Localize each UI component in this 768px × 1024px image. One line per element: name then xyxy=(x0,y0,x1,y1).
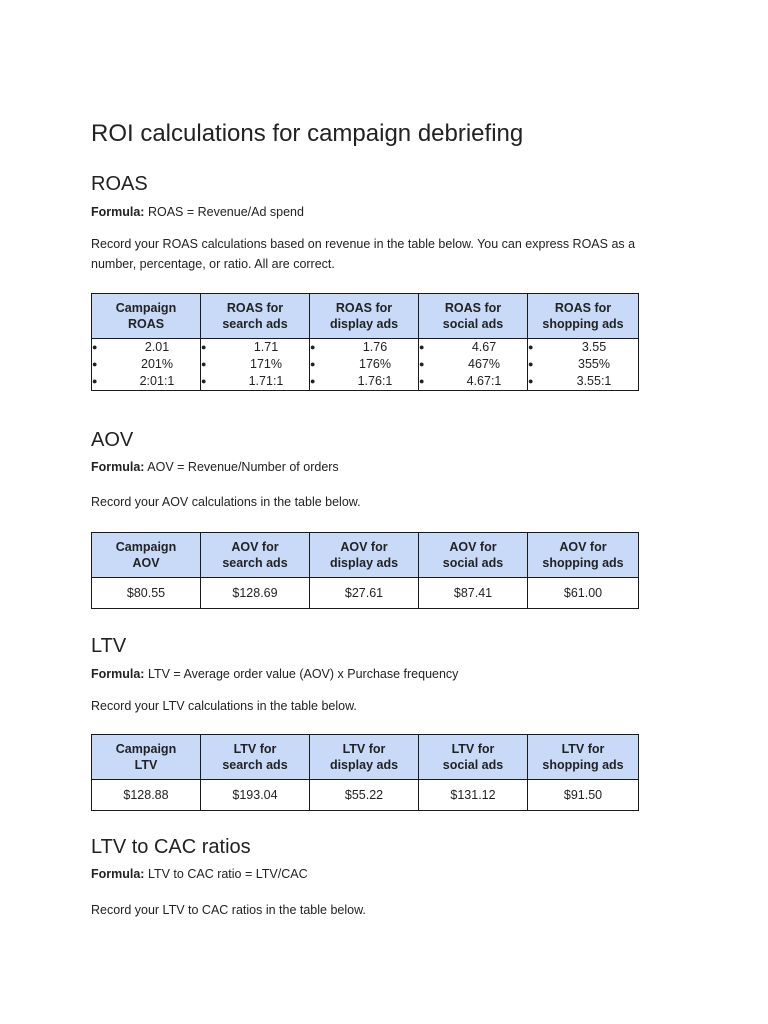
ltv-header-social xyxy=(419,735,528,780)
list-item: ● 3.55:1 xyxy=(528,373,638,390)
roas-header-display xyxy=(310,294,419,339)
header-line: LTV for xyxy=(342,742,386,756)
header-line: social ads xyxy=(442,317,504,331)
list-item: ● 4.67:1 xyxy=(419,373,527,390)
ltv-table xyxy=(91,734,639,811)
roas-cell-search xyxy=(201,339,310,391)
list-item: ● 3.55 xyxy=(528,339,638,356)
list-item: ● 201% xyxy=(92,356,200,373)
roas-formula xyxy=(91,204,691,220)
ltv-cac-formula xyxy=(91,866,691,882)
ltv-formula-label: Formula: xyxy=(91,667,145,681)
header-line: ROAS for xyxy=(226,301,284,315)
ltv-cell-search: $193.04 xyxy=(201,780,310,811)
header-line: AOV for xyxy=(449,540,497,554)
list-item: ● 171% xyxy=(201,356,309,373)
aov-cell-social: $87.41 xyxy=(419,578,528,609)
roas-formula-text: ROAS = Revenue/Ad spend xyxy=(144,205,304,219)
roas-cell-social xyxy=(419,339,528,391)
header-line: search ads xyxy=(222,317,288,331)
header-line: shopping ads xyxy=(542,758,624,772)
header-line: search ads xyxy=(222,758,288,772)
aov-value-row xyxy=(92,578,639,609)
header-line: LTV xyxy=(134,758,158,772)
header-line: ROAS for xyxy=(444,301,502,315)
header-line: social ads xyxy=(442,758,504,772)
list-item: ● 1.76 xyxy=(310,339,418,356)
aov-formula-label: Formula: xyxy=(91,460,145,474)
aov-header-display xyxy=(310,533,419,578)
header-line: AOV xyxy=(132,556,160,570)
aov-header-campaign xyxy=(92,533,201,578)
header-line: LTV for xyxy=(233,742,277,756)
ltv-cac-heading: LTV to CAC ratios xyxy=(91,836,251,858)
ltv-cac-formula-label: Formula: xyxy=(91,867,145,881)
aov-header-search xyxy=(201,533,310,578)
header-line: LTV for xyxy=(561,742,605,756)
ltv-instruction: Record your LTV calculations in the table below. xyxy=(91,699,357,713)
page-title: ROI calculations for campaign debriefing xyxy=(91,120,524,147)
list-item: ● 467% xyxy=(419,356,527,373)
ltv-header-shopping xyxy=(528,735,639,780)
aov-header-social xyxy=(419,533,528,578)
list-item: ● 1.71:1 xyxy=(201,373,309,390)
roas-header-campaign xyxy=(92,294,201,339)
list-item: ● 2:01:1 xyxy=(92,373,200,390)
header-line: shopping ads xyxy=(542,556,624,570)
bullet-list xyxy=(92,339,200,390)
ltv-cell-display: $55.22 xyxy=(310,780,419,811)
roas-section xyxy=(91,172,691,196)
roas-header-row xyxy=(92,294,639,339)
roas-instruction: Record your ROAS calculations based on revenue in the table below. You can express ROAS as a number, percentage, or ratio. All are correct. xyxy=(91,237,636,271)
ltv-header-search xyxy=(201,735,310,780)
header-line: ROAS for xyxy=(554,301,612,315)
header-line: search ads xyxy=(222,556,288,570)
header-line: AOV for xyxy=(340,540,388,554)
header-line: Campaign xyxy=(115,540,177,554)
roas-cell-campaign xyxy=(92,339,201,391)
bullet-list xyxy=(419,339,527,390)
header-line: display ads xyxy=(329,556,399,570)
bullet-list xyxy=(310,339,418,390)
header-line: AOV for xyxy=(559,540,607,554)
list-item: ● 4.67 xyxy=(419,339,527,356)
roas-cell-display xyxy=(310,339,419,391)
roas-table xyxy=(91,293,639,391)
aov-section xyxy=(91,428,691,452)
header-line: Campaign xyxy=(115,301,177,315)
ltv-formula xyxy=(91,666,691,682)
header-line: LTV for xyxy=(451,742,495,756)
ltv-cell-shopping: $91.50 xyxy=(528,780,639,811)
header-line: display ads xyxy=(329,317,399,331)
aov-table xyxy=(91,532,639,609)
ltv-cac-formula-text: LTV to CAC ratio = LTV/CAC xyxy=(144,867,308,881)
ltv-header-row xyxy=(92,735,639,780)
list-item: ● 176% xyxy=(310,356,418,373)
header-line: shopping ads xyxy=(542,317,624,331)
header-line: ROAS for xyxy=(335,301,393,315)
ltv-heading: LTV xyxy=(91,635,127,657)
roas-header-social xyxy=(419,294,528,339)
ltv-cell-campaign: $128.88 xyxy=(92,780,201,811)
ltv-cac-section xyxy=(91,835,691,859)
header-line: AOV for xyxy=(231,540,279,554)
roas-formula-label: Formula: xyxy=(91,205,145,219)
ltv-formula-text: LTV = Average order value (AOV) x Purchase frequency xyxy=(144,667,459,681)
list-item: ● 2.01 xyxy=(92,339,200,356)
header-line: Campaign xyxy=(115,742,177,756)
ltv-value-row xyxy=(92,780,639,811)
list-item: ● 355% xyxy=(528,356,638,373)
aov-formula-text: AOV = Revenue/Number of orders xyxy=(144,460,339,474)
aov-header-shopping xyxy=(528,533,639,578)
header-line: social ads xyxy=(442,556,504,570)
roas-cell-shopping xyxy=(528,339,639,391)
aov-instruction: Record your AOV calculations in the table below. xyxy=(91,495,361,509)
ltv-cell-social: $131.12 xyxy=(419,780,528,811)
roas-heading: ROAS xyxy=(91,173,148,195)
list-item: ● 1.71 xyxy=(201,339,309,356)
aov-header-row xyxy=(92,533,639,578)
roas-header-shopping xyxy=(528,294,639,339)
aov-cell-campaign: $80.55 xyxy=(92,578,201,609)
ltv-header-display xyxy=(310,735,419,780)
bullet-list xyxy=(528,339,638,390)
roas-value-row xyxy=(92,339,639,391)
aov-heading: AOV xyxy=(91,429,134,451)
list-item: ● 1.76:1 xyxy=(310,373,418,390)
ltv-cac-instruction: Record your LTV to CAC ratios in the table below. xyxy=(91,903,366,917)
ltv-header-campaign xyxy=(92,735,201,780)
bullet-list xyxy=(201,339,309,390)
ltv-section xyxy=(91,634,691,658)
aov-cell-shopping: $61.00 xyxy=(528,578,639,609)
header-line: display ads xyxy=(329,758,399,772)
aov-formula xyxy=(91,459,691,475)
roas-header-search xyxy=(201,294,310,339)
aov-cell-search: $128.69 xyxy=(201,578,310,609)
header-line: ROAS xyxy=(127,317,165,331)
aov-cell-display: $27.61 xyxy=(310,578,419,609)
